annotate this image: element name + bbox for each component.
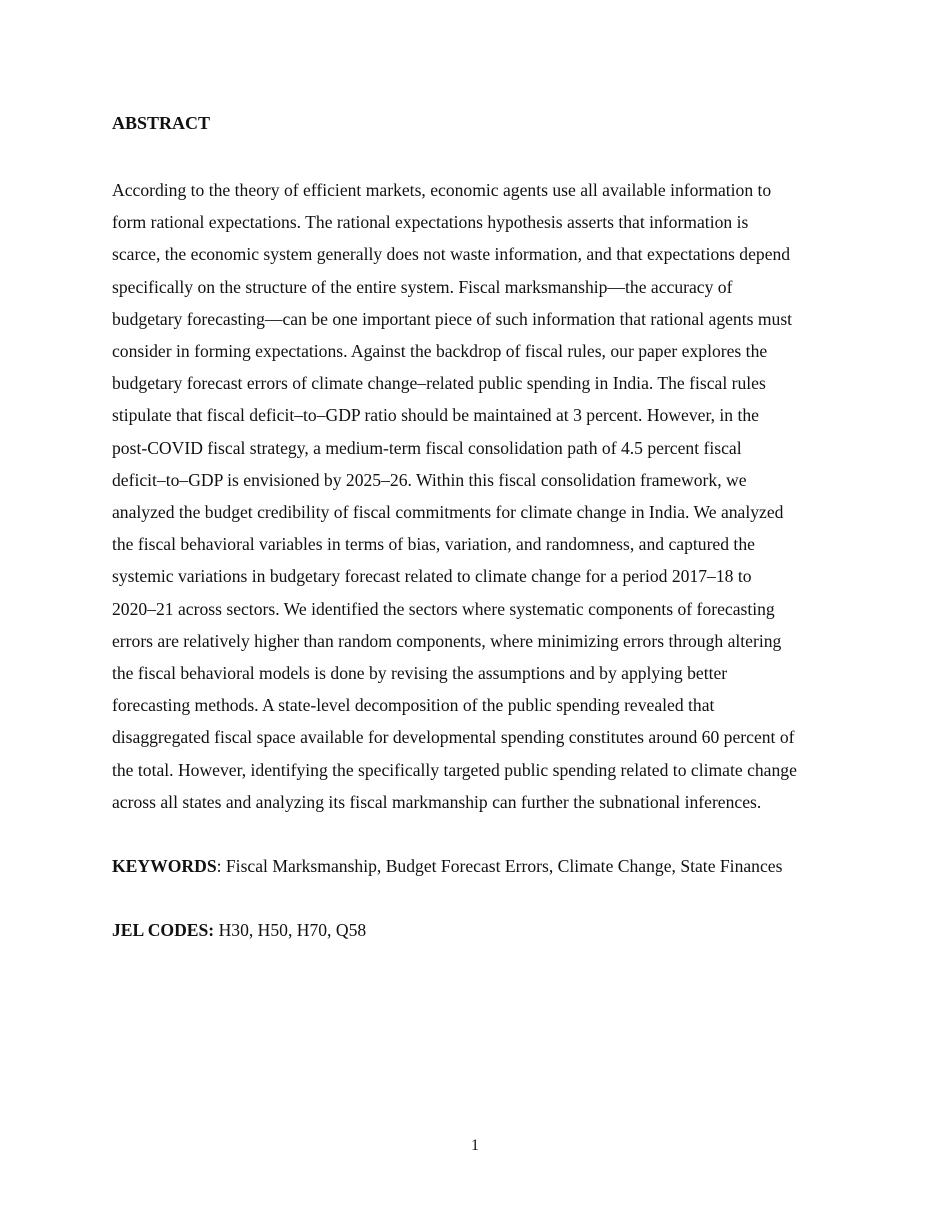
keywords-text: : Fiscal Marksmanship, Budget Forecast Errors, Climate Change, State Finances <box>216 856 783 876</box>
abstract-line: stipulate that fiscal deficit–to–GDP ratio should be maintained at 3 percent. However, in the <box>112 405 759 426</box>
abstract-line: post-COVID fiscal strategy, a medium-term fiscal consolidation path of 4.5 percent fiscal <box>112 437 742 458</box>
jel-codes-text: H30, H50, H70, Q58 <box>214 920 367 940</box>
abstract-line: scarce, the economic system generally does not waste information, and that expectations depend <box>112 244 791 265</box>
abstract-line: the fiscal behavioral variables in terms of bias, variation, and randomness, and captured the <box>112 534 755 555</box>
abstract-line: budgetary forecasting—can be one important piece of such information that rational agents must <box>112 308 793 329</box>
abstract-line: errors are relatively higher than random components, where minimizing errors through altering <box>112 630 782 651</box>
abstract-line: 2020–21 across sectors. We identified the sectors where systematic components of forecasting <box>112 598 775 619</box>
abstract-line: across all states and analyzing its fiscal markmanship can further the subnational inferences. <box>112 791 762 812</box>
abstract-line: form rational expectations. The rational expectations hypothesis asserts that information is <box>112 212 749 233</box>
abstract-line: consider in forming expectations. Against the backdrop of fiscal rules, our paper explores the <box>112 341 768 362</box>
keywords-label: KEYWORDS <box>112 856 217 876</box>
abstract-line: According to the theory of efficient markets, economic agents use all available information to <box>112 180 772 200</box>
abstract-line: deficit–to–GDP is envisioned by 2025–26. Within this fiscal consolidation framework, we <box>112 469 747 490</box>
abstract-line: the fiscal behavioral models is done by revising the assumptions and by applying better <box>112 663 728 684</box>
abstract-heading: ABSTRACT <box>112 113 211 133</box>
abstract-line: systemic variations in budgetary forecast related to climate change for a period 2017–18 to <box>112 566 752 587</box>
abstract-line: the total. However, identifying the specifically targeted public spending related to climate change <box>112 759 797 780</box>
jel-codes-line <box>112 914 366 946</box>
abstract-line: budgetary forecast errors of climate change–related public spending in India. The fiscal rules <box>112 373 766 394</box>
abstract-line: specifically on the structure of the entire system. Fiscal marksmanship—the accuracy of <box>112 276 733 297</box>
page-number: 1 <box>471 1137 479 1154</box>
abstract-line: analyzed the budget credibility of fiscal commitments for climate change in India. We analyzed <box>112 502 784 523</box>
abstract-line: forecasting methods. A state-level decomposition of the public spending revealed that <box>112 695 715 716</box>
abstract-body <box>112 174 842 818</box>
jel-codes-label: JEL CODES: <box>112 920 215 940</box>
keywords-line <box>112 850 782 882</box>
abstract-line: disaggregated fiscal space available for developmental spending constitutes around 60 percent of <box>112 727 795 748</box>
